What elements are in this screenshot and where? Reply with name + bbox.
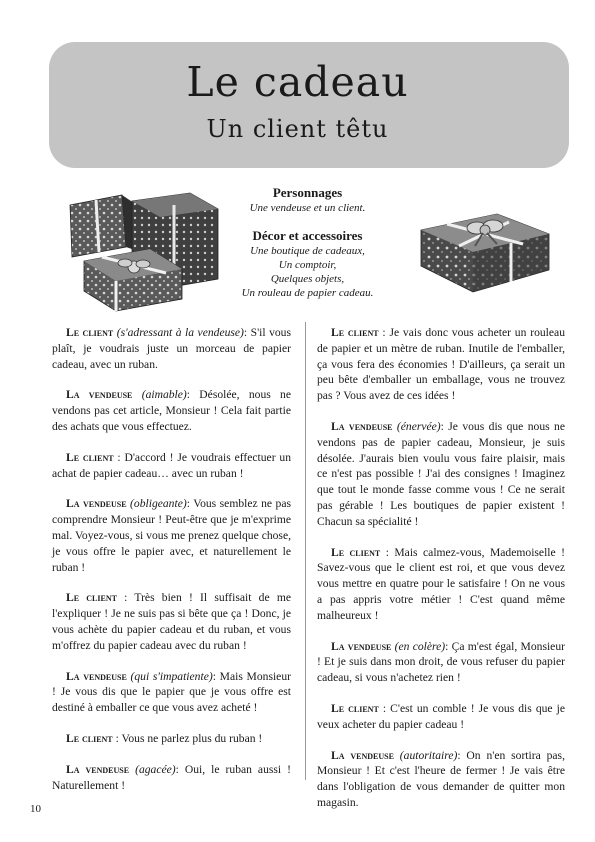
setting-heading: Décor et accessoires (252, 228, 363, 243)
dialogue-text: : Désolée, nous ne vendons pas cet article, Monsieur ! Cela fait partie des achats que vous effectuez. (52, 388, 291, 433)
stage-direction: (énervée) (396, 419, 441, 433)
speaker-name: La vendeuse (331, 419, 393, 433)
dialogue-line (52, 496, 291, 575)
dialogue-text: : Je vais donc vous acheter un rouleau de papier et un mètre de ruban. Inutile de l'emballer, ça vous fera des économies ! D'ailleurs, ça serait un peu bête d'emballer un emballage, vous ne trouvez pas ? Vous avez de ces idées ! (317, 326, 565, 403)
setting-line: Une boutique de cadeaux, (250, 245, 365, 257)
dialogue-text: : Mais calmez-vous, Mademoiselle ! Savez-vous que le client est roi, et que vous devez vous mettre en quatre pour le satisfaire ! On ne vous a pas appris votre métier ! C'est quand même malheureux ! (317, 545, 565, 622)
dialogue-text: : Oui, le ruban aussi ! Naturellement ! (52, 762, 291, 792)
dialogue-line (52, 325, 291, 372)
speaker-name: La vendeuse (66, 669, 127, 683)
dialogue-line (52, 731, 291, 747)
stage-direction: (qui s'impatiente) (130, 669, 213, 683)
dialogue-column-left (52, 325, 291, 808)
speaker-name: La vendeuse (66, 388, 133, 402)
speaker-name: Le client (66, 731, 113, 745)
dialogue-text: : S'il vous plaît, je voudrais juste un morceau de papier cadeau, avec un ruban. (52, 326, 291, 371)
stage-direction: (agacée) (135, 762, 176, 776)
dialogue-text: : C'est un comble ! Je vous dis que je veux acheter du papier cadeau ! (317, 701, 565, 731)
dialogue-text: : On n'en sortira pas, Monsieur ! Et c'est l'heure de fermer ! Je vais être dans l'obligation de vous demander de quitter mon magasin. (317, 748, 565, 809)
characters-heading: Personnages (272, 185, 343, 200)
speaker-name: Le client (331, 545, 381, 559)
stage-direction: (s'adressant à la vendeuse) (116, 326, 244, 339)
speaker-name: La vendeuse (66, 497, 127, 511)
setting-line: Quelques objets, (270, 273, 345, 285)
dialogue-column-right (317, 325, 565, 826)
speaker-name: Le client (66, 326, 114, 339)
cast-section (200, 185, 415, 300)
dialogue-text: : Ça m'est égal, Monsieur ! Et je suis dans mon droit, de vous refuser du papier cadeau, si vous n'achetez rien ! (317, 639, 565, 685)
stage-direction: (en colère) (394, 639, 446, 653)
setting-line: Un comptoir, (278, 259, 337, 271)
speaker-name: La vendeuse (331, 748, 394, 762)
dialogue-line (52, 387, 291, 434)
stage-direction: (aimable) (141, 388, 187, 402)
dialogue-text: : Mais Monsieur ! Je vous dis que le papier que je vous offre est destiné à emballer ce que vous avez acheté ! (52, 669, 291, 715)
dialogue-text: : Je vous dis que nous ne vendons pas de papier cadeau, Monsieur, je suis désolée. J'aurais bien voulu vous faire plaisir, mais ce n'est pas possible ! J'ai des consignes ! Imaginez que tout le monde fasse comme vous ! Ce ne serait pas gérable ! Les boutiques de papier existent ! Chacun sa spécialité ! (317, 419, 565, 528)
dialogue-line (317, 639, 565, 686)
dialogue-line (52, 762, 291, 794)
speaker-name: La vendeuse (331, 639, 392, 653)
speaker-name: Le client (66, 450, 114, 464)
speaker-name: Le client (331, 326, 379, 339)
dialogue-line (317, 419, 565, 530)
dialogue-text: : Vous semblez ne pas comprendre Monsieur ! Peut-être que je m'exprime mal. Voyez-vous, si vous me prenez quelque chose, je vous offre le papier avec, et naturellement le ruban ! (52, 497, 291, 574)
dialogue-line (52, 450, 291, 482)
setting-line: Un rouleau de papier cadeau. (241, 287, 374, 299)
gift-box-illustration (417, 200, 552, 296)
dialogue-line (52, 590, 291, 653)
dialogue-line (317, 748, 565, 811)
dialogue-text: : D'accord ! Je voudrais effectuer un achat de papier cadeau… avec un ruban ! (52, 450, 291, 480)
dialogue-line (317, 701, 565, 733)
dialogue-text: : Très bien ! Il suffisait de me l'expliquer ! Je ne suis pas si bête que ça ! Donc, je vous achète du papier cadeau et du ruban, et vous m'offrez du papier cadeau avec du ruban ! (52, 591, 291, 652)
characters-line: Une vendeuse et un client. (249, 202, 366, 214)
page-number: 10 (30, 803, 41, 815)
column-divider (305, 322, 306, 780)
dialogue-line (317, 545, 565, 624)
stage-direction: (autoritaire) (399, 748, 458, 762)
speaker-name: Le client (66, 591, 117, 605)
page-title: Le cadeau (186, 58, 409, 106)
speaker-name: La vendeuse (66, 762, 130, 776)
dialogue-line (52, 669, 291, 716)
dialogue-line (317, 325, 565, 404)
speaker-name: Le client (331, 701, 379, 715)
dialogue-text: : Vous ne parlez plus du ruban ! (115, 731, 263, 745)
page-subtitle: Un client têtu (206, 115, 389, 143)
stage-direction: (obligeante) (130, 497, 187, 511)
